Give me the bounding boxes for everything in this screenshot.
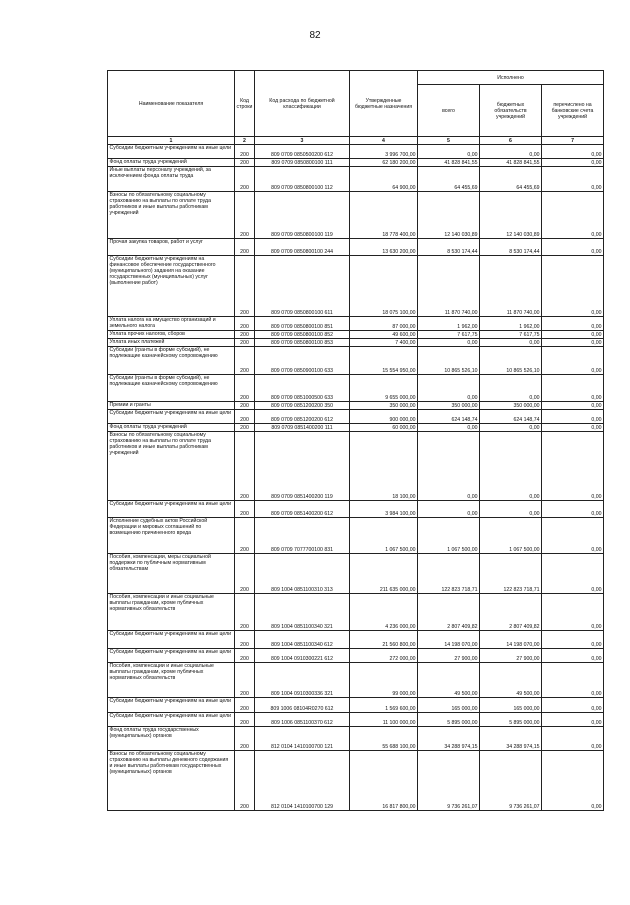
row-executed-transferred: 0,00 — [542, 159, 604, 167]
row-line-code: 200 — [235, 424, 255, 432]
row-line-code: 200 — [235, 331, 255, 339]
header-name: Наименование показателя — [108, 71, 235, 137]
row-budget-code: 809 1006 0851100370 612 — [255, 713, 350, 727]
row-approved: 11 100 000,00 — [350, 713, 418, 727]
row-executed-transferred: 0,00 — [542, 594, 604, 631]
row-budget-code: 809 0709 0850800100 851 — [255, 317, 350, 331]
row-name: Взносы по обязательному социальному страхованию на выплаты по оплате труда работников и иные выплаты работникам учреждений — [108, 432, 235, 501]
row-executed-obligations: 165 000,00 — [480, 698, 542, 713]
header-executed: Исполнено — [418, 71, 604, 85]
row-budget-code: 809 1006 08104R0270 612 — [255, 698, 350, 713]
header-transferred: перечислено на банковские счета учреждений — [542, 85, 604, 137]
row-executed-total: 624 148,74 — [418, 410, 480, 424]
row-budget-code: 809 1004 0910300336 321 — [255, 663, 350, 698]
row-line-code: 200 — [235, 167, 255, 192]
row-name: Пособия, компенсации и иные социальные выплаты гражданам, кроме публичных нормативных обязательств — [108, 594, 235, 631]
row-name: Субсидии бюджетным учреждениям на иные цели — [108, 631, 235, 649]
row-executed-transferred: 0,00 — [542, 424, 604, 432]
row-budget-code: 812 0104 1410100700 121 — [255, 727, 350, 751]
row-line-code: 200 — [235, 432, 255, 501]
row-executed-obligations: 0,00 — [480, 145, 542, 159]
row-executed-total: 165 000,00 — [418, 698, 480, 713]
table-row — [108, 727, 604, 751]
table-row — [108, 663, 604, 698]
column-number-row — [108, 137, 604, 145]
row-approved: 64 900,00 — [350, 167, 418, 192]
row-budget-code: 809 0709 0850800100 852 — [255, 331, 350, 339]
row-budget-code: 809 0709 0850800100 111 — [255, 159, 350, 167]
row-executed-transferred: 0,00 — [542, 501, 604, 518]
table-row — [108, 331, 604, 339]
row-budget-code: 809 0709 0851000500 633 — [255, 375, 350, 402]
execution-report-table — [107, 70, 604, 811]
table-row — [108, 751, 604, 811]
row-name: Субсидии бюджетным учреждениям на иные цели — [108, 698, 235, 713]
row-line-code: 200 — [235, 554, 255, 594]
row-name: Взносы по обязательному социальному страхованию на выплаты денежного содержания и иные выплаты работникам государственных (муниципальных) органов — [108, 751, 235, 811]
row-budget-code: 809 0709 0850800100 119 — [255, 192, 350, 239]
row-line-code: 200 — [235, 256, 255, 317]
row-budget-code: 809 0709 0851400200 119 — [255, 432, 350, 501]
table-row — [108, 501, 604, 518]
row-budget-code: 812 0104 1410100700 129 — [255, 751, 350, 811]
table-row — [108, 375, 604, 402]
table-row — [108, 159, 604, 167]
row-budget-code: 809 0709 0851400200 111 — [255, 424, 350, 432]
row-executed-total: 9 736 261,07 — [418, 751, 480, 811]
row-approved: 18 100,00 — [350, 432, 418, 501]
row-approved: 9 655 000,00 — [350, 375, 418, 402]
row-name: Премии и гранты — [108, 402, 235, 410]
row-approved: 18 075 100,00 — [350, 256, 418, 317]
row-approved: 211 635 000,00 — [350, 554, 418, 594]
row-name: Субсидии бюджетным учреждениям на иные цели — [108, 713, 235, 727]
table-row — [108, 424, 604, 432]
row-executed-transferred: 0,00 — [542, 145, 604, 159]
row-executed-obligations: 0,00 — [480, 432, 542, 501]
row-name: Субсидии бюджетным учреждениям на финансовое обеспечение государственного (муниципального) задания на оказание государственных (муниципальных) услуг (выполнение работ) — [108, 256, 235, 317]
row-executed-total: 49 500,00 — [418, 663, 480, 698]
row-executed-obligations: 11 870 740,00 — [480, 256, 542, 317]
row-executed-total: 64 455,69 — [418, 167, 480, 192]
row-line-code: 200 — [235, 159, 255, 167]
column-number: 1 — [108, 137, 235, 145]
row-budget-code: 809 0709 0850800100 611 — [255, 256, 350, 317]
row-approved: 62 180 200,00 — [350, 159, 418, 167]
row-approved: 55 688 100,00 — [350, 727, 418, 751]
row-name: Уплата прочих налогов, сборов — [108, 331, 235, 339]
row-line-code: 200 — [235, 594, 255, 631]
row-executed-total: 0,00 — [418, 145, 480, 159]
row-line-code: 200 — [235, 239, 255, 256]
row-name: Субсидии бюджетным учреждениям на иные цели — [108, 501, 235, 518]
row-name: Прочая закупка товаров, работ и услуг — [108, 239, 235, 256]
table-row — [108, 256, 604, 317]
table-row — [108, 402, 604, 410]
row-name: Фонд оплаты труда учреждений — [108, 159, 235, 167]
row-executed-transferred: 0,00 — [542, 432, 604, 501]
row-executed-total: 41 828 841,55 — [418, 159, 480, 167]
row-approved: 99 000,00 — [350, 663, 418, 698]
row-line-code: 200 — [235, 663, 255, 698]
row-name: Пособия, компенсации и иные социальные выплаты гражданам, кроме публичных нормативных обязательств — [108, 663, 235, 698]
row-executed-transferred: 0,00 — [542, 339, 604, 347]
column-number: 7 — [542, 137, 604, 145]
row-approved: 4 236 000,00 — [350, 594, 418, 631]
row-executed-obligations: 5 895 000,00 — [480, 713, 542, 727]
row-name: Уплата налога на имущество организаций и земельного налога — [108, 317, 235, 331]
row-name: Субсидии бюджетным учреждениям на иные цели — [108, 145, 235, 159]
row-executed-obligations: 41 828 841,55 — [480, 159, 542, 167]
row-line-code: 200 — [235, 375, 255, 402]
table-row — [108, 347, 604, 375]
row-approved: 60 000,00 — [350, 424, 418, 432]
row-executed-obligations: 64 455,69 — [480, 167, 542, 192]
row-approved: 87 000,00 — [350, 317, 418, 331]
row-budget-code: 809 1004 0910300221 612 — [255, 649, 350, 663]
row-line-code: 200 — [235, 518, 255, 554]
row-executed-obligations: 0,00 — [480, 424, 542, 432]
row-executed-obligations: 9 736 261,07 — [480, 751, 542, 811]
row-name: Субсидии (гранты в форме субсидий), не подлежащие казначейскому сопровождению — [108, 375, 235, 402]
row-executed-total: 14 198 070,00 — [418, 631, 480, 649]
table-row — [108, 594, 604, 631]
row-executed-transferred: 0,00 — [542, 713, 604, 727]
row-approved: 18 778 400,00 — [350, 192, 418, 239]
table-row — [108, 239, 604, 256]
table-row — [108, 339, 604, 347]
row-budget-code: 809 0709 0850900100 633 — [255, 347, 350, 375]
row-executed-obligations: 49 500,00 — [480, 663, 542, 698]
row-name: Субсидии бюджетным учреждениям на иные цели — [108, 410, 235, 424]
row-line-code: 200 — [235, 649, 255, 663]
row-line-code: 200 — [235, 192, 255, 239]
row-line-code: 200 — [235, 713, 255, 727]
header-budget-obligations: бюджетных обязательств учреждений — [480, 85, 542, 137]
row-name: Фонд оплаты труда учреждений — [108, 424, 235, 432]
column-number: 6 — [480, 137, 542, 145]
row-budget-code: 809 0709 0851400200 612 — [255, 501, 350, 518]
row-approved: 21 560 800,00 — [350, 631, 418, 649]
row-line-code: 200 — [235, 727, 255, 751]
row-line-code: 200 — [235, 410, 255, 424]
row-executed-obligations: 350 000,00 — [480, 402, 542, 410]
report-body — [108, 145, 604, 811]
row-executed-total: 0,00 — [418, 424, 480, 432]
row-line-code: 200 — [235, 145, 255, 159]
row-executed-obligations: 2 807 409,82 — [480, 594, 542, 631]
table-row — [108, 649, 604, 663]
row-name: Исполнение судебных актов Российской Федерации и мировых соглашений по возмещению причиненного вреда — [108, 518, 235, 554]
row-budget-code: 809 0709 0850800100 112 — [255, 167, 350, 192]
row-executed-transferred: 0,00 — [542, 518, 604, 554]
page-number: 82 — [309, 30, 321, 41]
row-line-code: 200 — [235, 402, 255, 410]
row-executed-transferred: 0,00 — [542, 751, 604, 811]
row-executed-obligations: 0,00 — [480, 339, 542, 347]
row-executed-obligations: 0,00 — [480, 501, 542, 518]
table-row — [108, 554, 604, 594]
row-approved: 1 067 500,00 — [350, 518, 418, 554]
row-executed-transferred: 0,00 — [542, 347, 604, 375]
row-executed-obligations: 7 617,75 — [480, 331, 542, 339]
row-executed-obligations: 1 067 500,00 — [480, 518, 542, 554]
row-approved: 15 554 950,00 — [350, 347, 418, 375]
row-executed-obligations: 624 148,74 — [480, 410, 542, 424]
row-name: Иные выплаты персоналу учреждений, за исключением фонда оплаты труда — [108, 167, 235, 192]
row-executed-transferred: 0,00 — [542, 256, 604, 317]
row-executed-obligations: 1 962,00 — [480, 317, 542, 331]
row-executed-total: 10 865 526,10 — [418, 347, 480, 375]
row-name: Фонд оплаты труда государственных (муниципальных) органов — [108, 727, 235, 751]
header-budget-code: Код расхода по бюджетной классификации — [255, 71, 350, 137]
row-budget-code: 809 1004 0851100310 313 — [255, 554, 350, 594]
row-budget-code: 809 0709 0850800100 244 — [255, 239, 350, 256]
row-executed-transferred: 0,00 — [542, 239, 604, 256]
row-name: Субсидии (гранты в форме субсидий), не подлежащие казначейскому сопровождению — [108, 347, 235, 375]
row-executed-obligations: 10 865 526,10 — [480, 347, 542, 375]
row-executed-total: 0,00 — [418, 375, 480, 402]
table-row — [108, 410, 604, 424]
row-executed-obligations: 34 288 974,15 — [480, 727, 542, 751]
row-executed-total: 0,00 — [418, 339, 480, 347]
table-row — [108, 631, 604, 649]
row-executed-obligations: 122 823 718,71 — [480, 554, 542, 594]
row-approved: 3 984 100,00 — [350, 501, 418, 518]
row-line-code: 200 — [235, 698, 255, 713]
row-budget-code: 809 1004 0851100340 612 — [255, 631, 350, 649]
row-executed-total: 2 807 409,82 — [418, 594, 480, 631]
row-executed-total: 1 962,00 — [418, 317, 480, 331]
row-budget-code: 809 0709 7077700100 831 — [255, 518, 350, 554]
row-executed-total: 0,00 — [418, 501, 480, 518]
row-executed-total: 122 823 718,71 — [418, 554, 480, 594]
row-approved: 49 600,00 — [350, 331, 418, 339]
row-executed-obligations: 0,00 — [480, 375, 542, 402]
row-approved: 7 400,00 — [350, 339, 418, 347]
row-executed-transferred: 0,00 — [542, 167, 604, 192]
table-row — [108, 713, 604, 727]
row-line-code: 200 — [235, 317, 255, 331]
row-executed-transferred: 0,00 — [542, 375, 604, 402]
row-approved: 900 000,00 — [350, 410, 418, 424]
row-executed-total: 1 067 500,00 — [418, 518, 480, 554]
table-row — [108, 167, 604, 192]
row-executed-transferred: 0,00 — [542, 663, 604, 698]
header-approved: Утвержденные бюджетные назначения — [350, 71, 418, 137]
table-row — [108, 518, 604, 554]
column-number: 5 — [418, 137, 480, 145]
row-executed-transferred: 0,00 — [542, 331, 604, 339]
row-executed-total: 11 870 740,00 — [418, 256, 480, 317]
row-name: Уплата иных платежей — [108, 339, 235, 347]
row-executed-transferred: 0,00 — [542, 631, 604, 649]
row-executed-transferred: 0,00 — [542, 727, 604, 751]
table-row — [108, 145, 604, 159]
row-approved: 1 569 600,00 — [350, 698, 418, 713]
row-executed-total: 350 000,00 — [418, 402, 480, 410]
row-executed-transferred: 0,00 — [542, 192, 604, 239]
header-code: Код строки — [235, 71, 255, 137]
row-executed-obligations: 14 198 070,00 — [480, 631, 542, 649]
row-executed-total: 8 530 174,44 — [418, 239, 480, 256]
row-name: Субсидии бюджетным учреждениям на иные цели — [108, 649, 235, 663]
row-executed-transferred: 0,00 — [542, 402, 604, 410]
row-executed-obligations: 12 140 030,89 — [480, 192, 542, 239]
row-executed-transferred: 0,00 — [542, 649, 604, 663]
row-approved: 13 630 200,00 — [350, 239, 418, 256]
row-approved: 3 996 700,00 — [350, 145, 418, 159]
header-total: всего — [418, 85, 480, 137]
row-executed-transferred: 0,00 — [542, 698, 604, 713]
row-executed-obligations: 8 530 174,44 — [480, 239, 542, 256]
table-row — [108, 317, 604, 331]
row-executed-transferred: 0,00 — [542, 554, 604, 594]
row-executed-total: 7 617,75 — [418, 331, 480, 339]
row-budget-code: 809 0709 0851200200 350 — [255, 402, 350, 410]
row-executed-obligations: 27 900,00 — [480, 649, 542, 663]
row-line-code: 200 — [235, 631, 255, 649]
row-line-code: 200 — [235, 501, 255, 518]
row-executed-total: 5 895 000,00 — [418, 713, 480, 727]
table-row — [108, 432, 604, 501]
row-executed-transferred: 0,00 — [542, 410, 604, 424]
row-approved: 272 000,00 — [350, 649, 418, 663]
row-budget-code: 809 1004 0851100340 321 — [255, 594, 350, 631]
row-name: Взносы по обязательному социальному страхованию на выплаты по оплате труда работников и иные выплаты работникам учреждений — [108, 192, 235, 239]
row-budget-code: 809 0709 0851200200 612 — [255, 410, 350, 424]
column-number: 2 — [235, 137, 255, 145]
row-executed-total: 0,00 — [418, 432, 480, 501]
row-budget-code: 809 0709 0850800100 853 — [255, 339, 350, 347]
row-executed-total: 34 288 974,15 — [418, 727, 480, 751]
row-line-code: 200 — [235, 751, 255, 811]
column-number: 4 — [350, 137, 418, 145]
column-number: 3 — [255, 137, 350, 145]
row-name: Пособия, компенсации, меры социальной поддержки по публичным нормативным обязательствам — [108, 554, 235, 594]
row-approved: 16 817 800,00 — [350, 751, 418, 811]
row-line-code: 200 — [235, 339, 255, 347]
row-executed-total: 12 140 030,89 — [418, 192, 480, 239]
row-executed-transferred: 0,00 — [542, 317, 604, 331]
row-line-code: 200 — [235, 347, 255, 375]
row-budget-code: 809 0709 0850500200 612 — [255, 145, 350, 159]
row-executed-total: 27 900,00 — [418, 649, 480, 663]
table-row — [108, 192, 604, 239]
row-approved: 350 000,00 — [350, 402, 418, 410]
table-row — [108, 698, 604, 713]
